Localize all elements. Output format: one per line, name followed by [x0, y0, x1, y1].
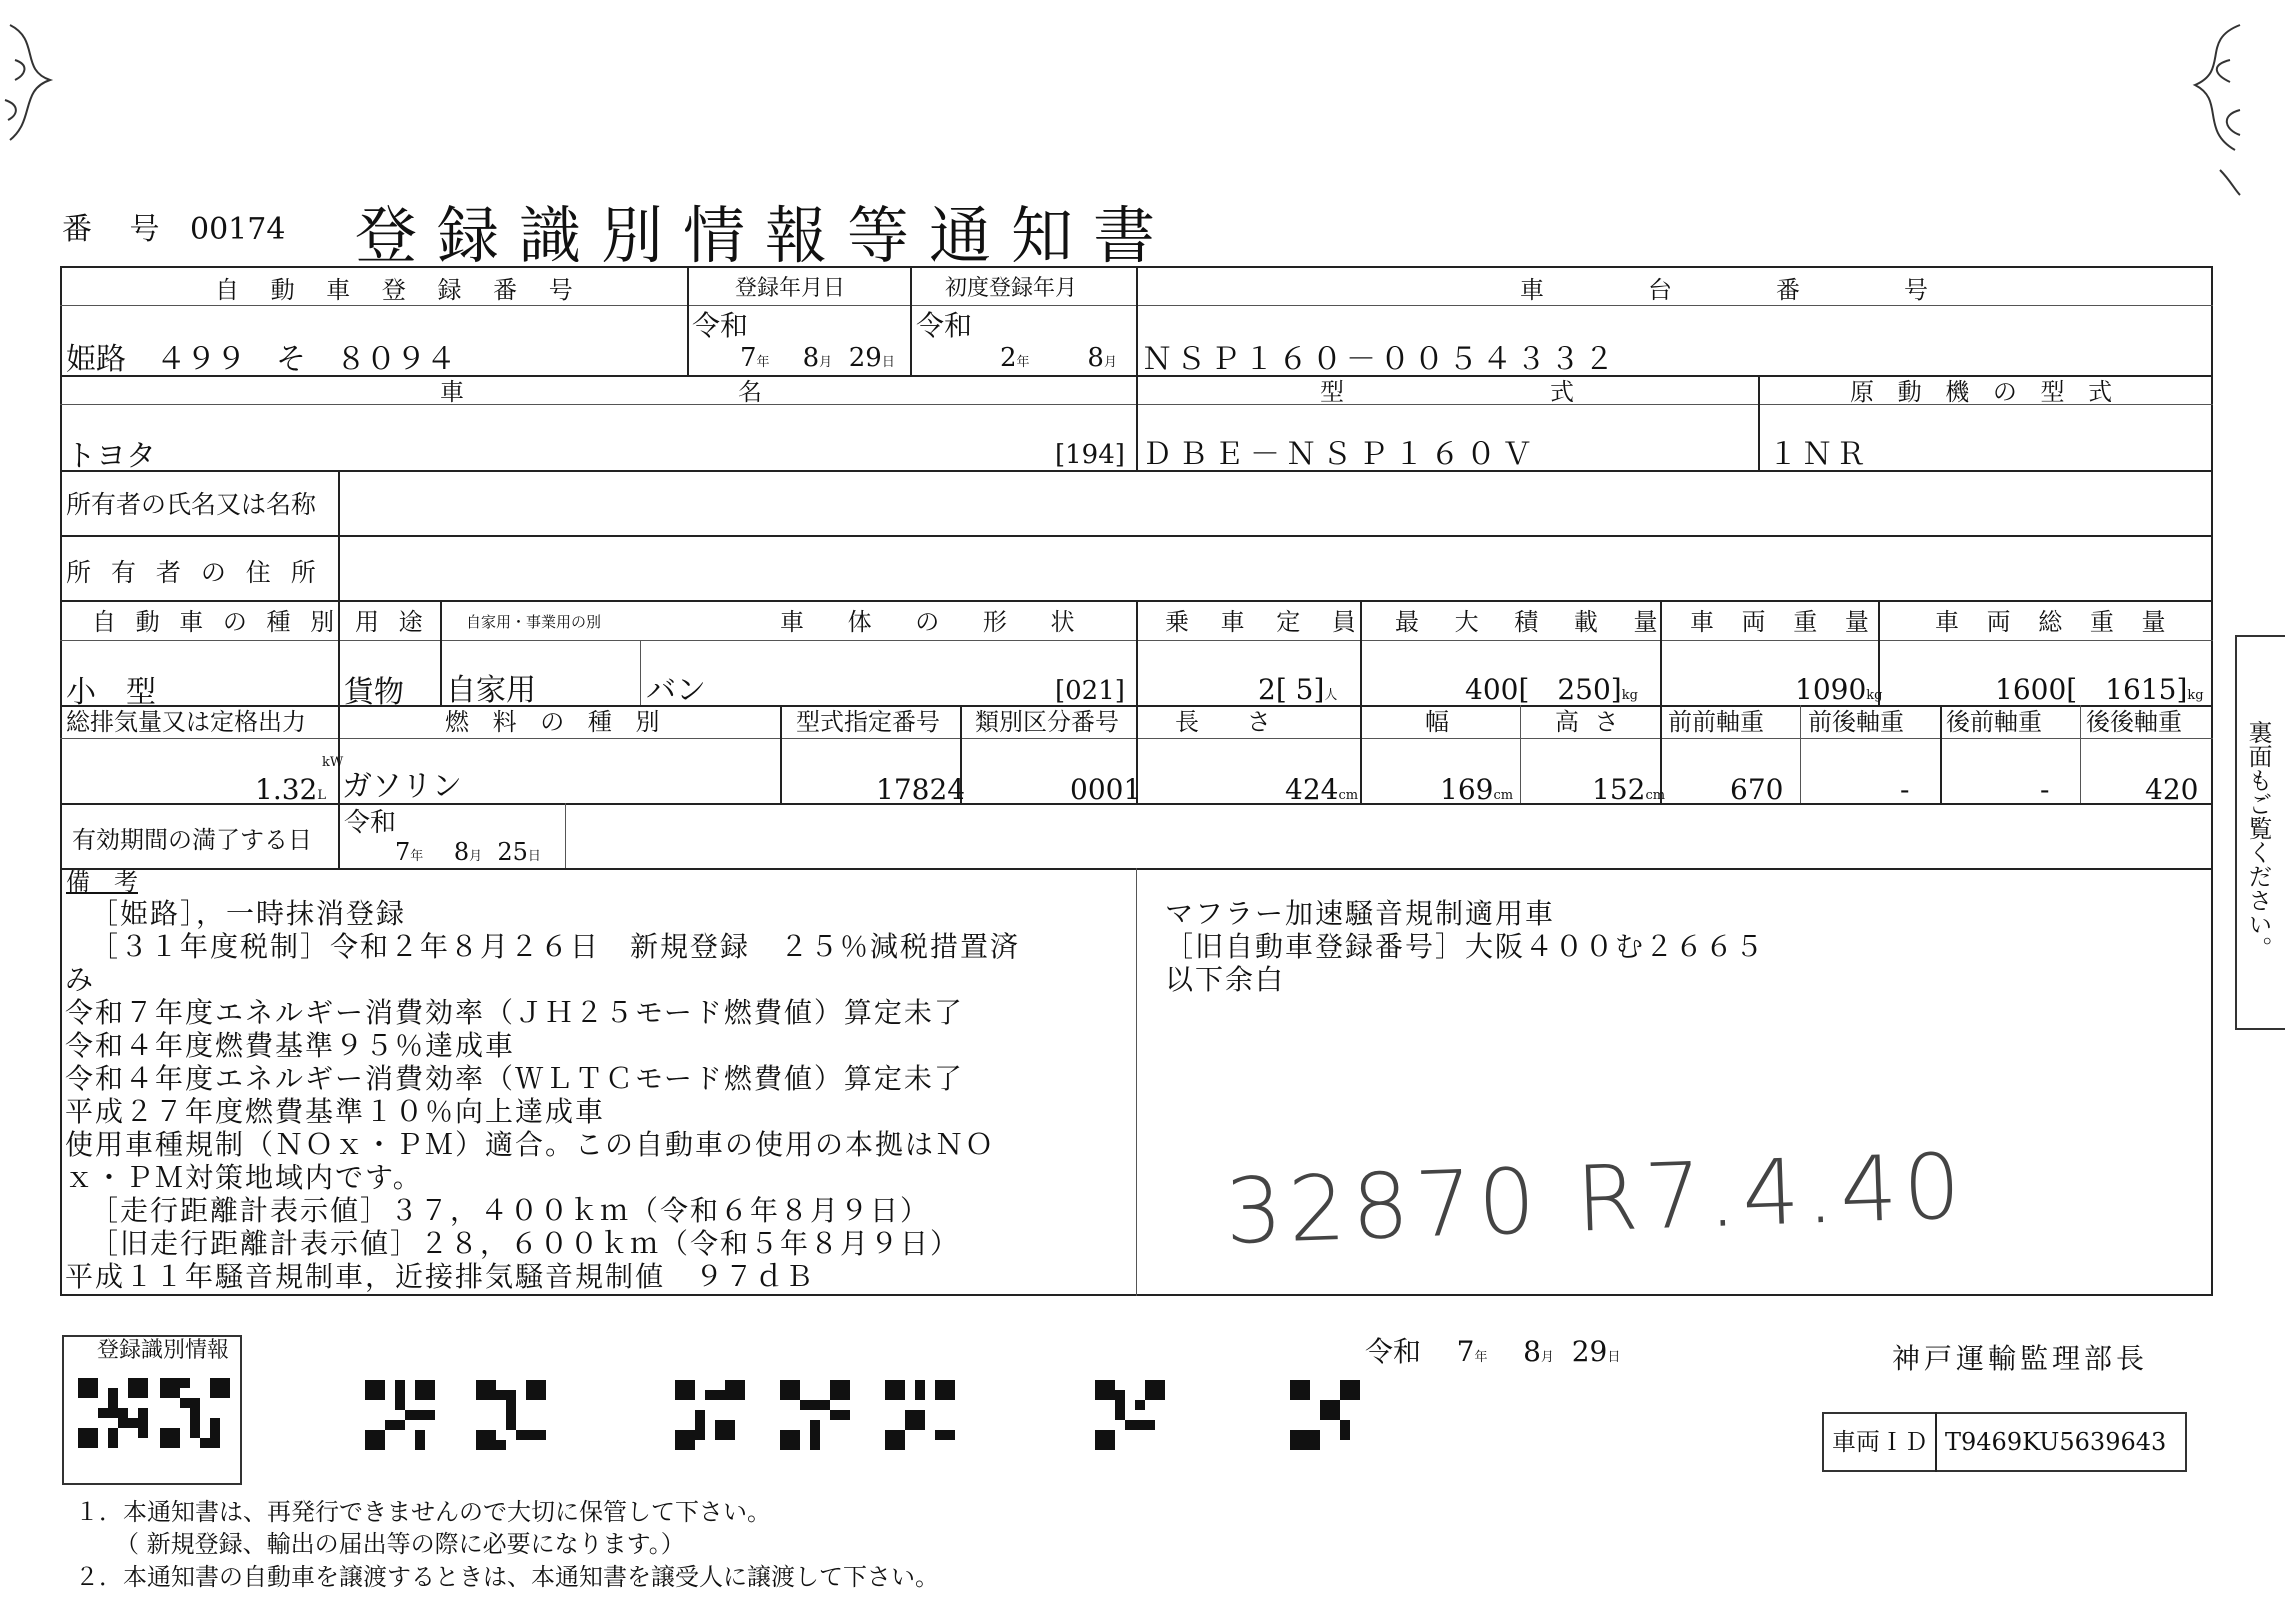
capacity-header: 乗 車 定 員 [1165, 608, 1368, 636]
note-1: １．本通知書は、再発行できませんので大切に保管して下さい。 [75, 1498, 771, 1526]
reg-number-header: 自 動 車 登 録 番 号 [215, 276, 585, 304]
unit-kw: kW [322, 755, 344, 770]
qr-code [1290, 1380, 1360, 1450]
kind-header: 自 動 車 の 種 別 [92, 608, 341, 636]
displacement-header: 総排気量又は定格出力 [66, 708, 306, 736]
remarks-line: マフラー加速騒音規制適用車 [1165, 897, 1556, 930]
reg-date: 7年 8月 29日 [740, 343, 895, 373]
remarks-line: ｘ・ＰＭ対策地域内です。 [65, 1161, 423, 1194]
weight-header: 車 両 重 量 [1690, 608, 1879, 636]
class-header: 類別区分番号 [975, 708, 1119, 736]
width: 169cm [1440, 773, 1514, 806]
number-value: 00174 [190, 212, 286, 247]
width-header: 幅 [1425, 708, 1449, 736]
vehicle-private: 自家用 [446, 673, 536, 708]
reg-date-header: 登録年月日 [735, 276, 846, 301]
number-label: 番 号 [62, 212, 174, 247]
handwritten-note: 32870 R7.4.40 [1223, 1134, 1969, 1265]
qr-code [78, 1378, 148, 1448]
car-name: トヨタ [66, 439, 156, 474]
length: 424cm [1285, 773, 1359, 806]
qr-code [675, 1380, 745, 1450]
body-header: 車 体 の 形 状 [780, 608, 1093, 636]
corner-ornament-right [2140, 20, 2250, 200]
qr-code [365, 1380, 435, 1450]
remarks-line: ［３１年度税制］令和２年８月２６日 新規登録 ２５％減税措置済 [90, 930, 1021, 963]
remarks-line: 令和４年度燃費基準９５％達成車 [65, 1029, 516, 1062]
ff-axle: 670 [1730, 773, 1784, 806]
capacity: 2[ 5]人 [1258, 673, 1338, 706]
remarks-line: 平成２７年度燃費基準１０％向上達成車 [65, 1095, 606, 1128]
remarks-line: ［姫路］，一時抹消登録 [90, 897, 407, 930]
chassis-header: 車 台 番 号 [1520, 276, 1968, 304]
fr-axle: - [1900, 773, 1910, 806]
vehicle-id-label: 車両ＩＤ [1832, 1428, 1928, 1456]
remarks-line: 使用車種規制（ＮＯｘ・ＰＭ）適合。この自動車の使用の本拠はＮＯ [65, 1128, 996, 1161]
corner-ornament-left [0, 20, 80, 160]
height-header: 高 さ [1555, 708, 1623, 736]
owner-address-label: 所 有 者 の 住 所 [66, 558, 322, 587]
body-code: [021] [1055, 676, 1125, 706]
expiry-era: 令和 [344, 808, 397, 838]
expiry-label: 有効期間の満了する日 [72, 826, 312, 854]
model-header-1: 型 [1320, 378, 1356, 406]
private-header: 自家用・事業用の別 [466, 613, 602, 631]
rr-axle-header: 後後軸重 [2086, 708, 2182, 736]
qr-code [160, 1378, 230, 1448]
qr-code [780, 1380, 850, 1450]
length-header: 長 さ [1175, 708, 1271, 736]
note-1b: （ 新規登録、輸出の届出等の際に必要になります。） [115, 1530, 685, 1558]
vehicle-kind: 小 型 [66, 675, 156, 710]
fuel-header: 燃 料 の 種 別 [445, 708, 668, 736]
ff-axle-header: 前前軸重 [1668, 708, 1764, 736]
reg-number: 姫路 ４９９ そ ８０９４ [66, 342, 456, 377]
remarks-line: 令和４年度エネルギー消費効率（ＷＬＴＣモード燃費値）算定未了 [65, 1062, 964, 1095]
model: ＤＢＥ－ＮＳＰ１６０Ｖ [1142, 437, 1538, 472]
max-load: 400[ 250]kg [1465, 673, 1638, 706]
displacement: 1.32L [255, 773, 326, 806]
rf-axle-header: 後前軸重 [1946, 708, 2042, 736]
height: 152cm [1592, 773, 1666, 806]
remarks-line: 平成１１年騒音規制車，近接排気騒音規制値 ９７ｄＢ [65, 1260, 816, 1293]
remarks-line: み [65, 963, 96, 996]
remarks-line: ［旧走行距離計表示値］２８，６００ｋｍ（令和５年８月９日） [90, 1227, 961, 1260]
max-load-header: 最 大 積 載 量 [1395, 608, 1672, 636]
remarks-line: ［旧自動車登録番号］大阪４００む２６６５ [1165, 930, 1766, 963]
expiry-date: 7年 8月 25日 [395, 838, 541, 866]
engine-header: 原 動 機 の 型 式 [1850, 378, 2121, 406]
qr-code [885, 1380, 955, 1450]
car-name-code: [194] [1055, 440, 1125, 470]
page-title: 登録識別情報等通知書 [355, 199, 1176, 272]
vehicle-use: 貨物 [344, 675, 404, 710]
qr-code [476, 1380, 546, 1450]
engine-model: １ＮＲ [1768, 437, 1870, 472]
car-name-header-2: 名 [738, 378, 774, 406]
car-name-header-1: 車 [440, 378, 476, 406]
remarks-line: 以下余白 [1165, 963, 1286, 996]
owner-name-label: 所有者の氏名又は名称 [66, 490, 317, 519]
class-number: 0001 [1070, 773, 1142, 806]
rf-axle: - [2040, 773, 2050, 806]
use-header: 用 途 [355, 608, 429, 636]
vehicle-weight: 1090kg [1795, 673, 1883, 706]
fuel-type: ガソリン [342, 769, 462, 804]
vehicle-id: T9469KU5639643 [1945, 1428, 2167, 1456]
rr-axle: 420 [2145, 773, 2199, 806]
gross-weight-header: 車 両 総 重 量 [1935, 608, 2176, 636]
fr-axle-header: 前後軸重 [1808, 708, 1904, 736]
first-reg-header: 初度登録年月 [945, 276, 1078, 301]
issuer: 神戸運輸監理部長 [1892, 1342, 2149, 1375]
issue-date: 令和 7年 8月 29日 [1365, 1335, 1621, 1368]
remarks-line: 令和７年度エネルギー消費効率（ＪＨ２５モード燃費値）算定未了 [65, 996, 964, 1029]
type-approval-header: 型式指定番号 [796, 708, 940, 736]
note-2: ２．本通知書の自動車を譲渡するときは、本通知書を譲受人に譲渡して下さい。 [75, 1563, 939, 1591]
type-approval-number: 17824 [876, 773, 966, 806]
remarks-line: ［走行距離計表示値］３７，４００ｋｍ（令和６年８月９日） [90, 1194, 931, 1227]
model-header-2: 式 [1550, 378, 1586, 406]
body-shape: バン [646, 673, 706, 708]
chassis-number: ＮＳＰ１６０－００５４３３２ [1142, 342, 1618, 377]
first-reg-era: 令和 [916, 309, 973, 342]
reg-date-era: 令和 [692, 309, 749, 342]
qr-label: 登録識別情報 [97, 1338, 230, 1363]
side-note: 裏面もご覧ください。 [2244, 720, 2272, 960]
qr-code [1095, 1380, 1165, 1450]
gross-weight: 1600[ 1615]kg [1995, 673, 2204, 706]
first-reg-date: 2年 8月 [1000, 343, 1117, 373]
remarks-label: 備 考 [66, 868, 138, 896]
